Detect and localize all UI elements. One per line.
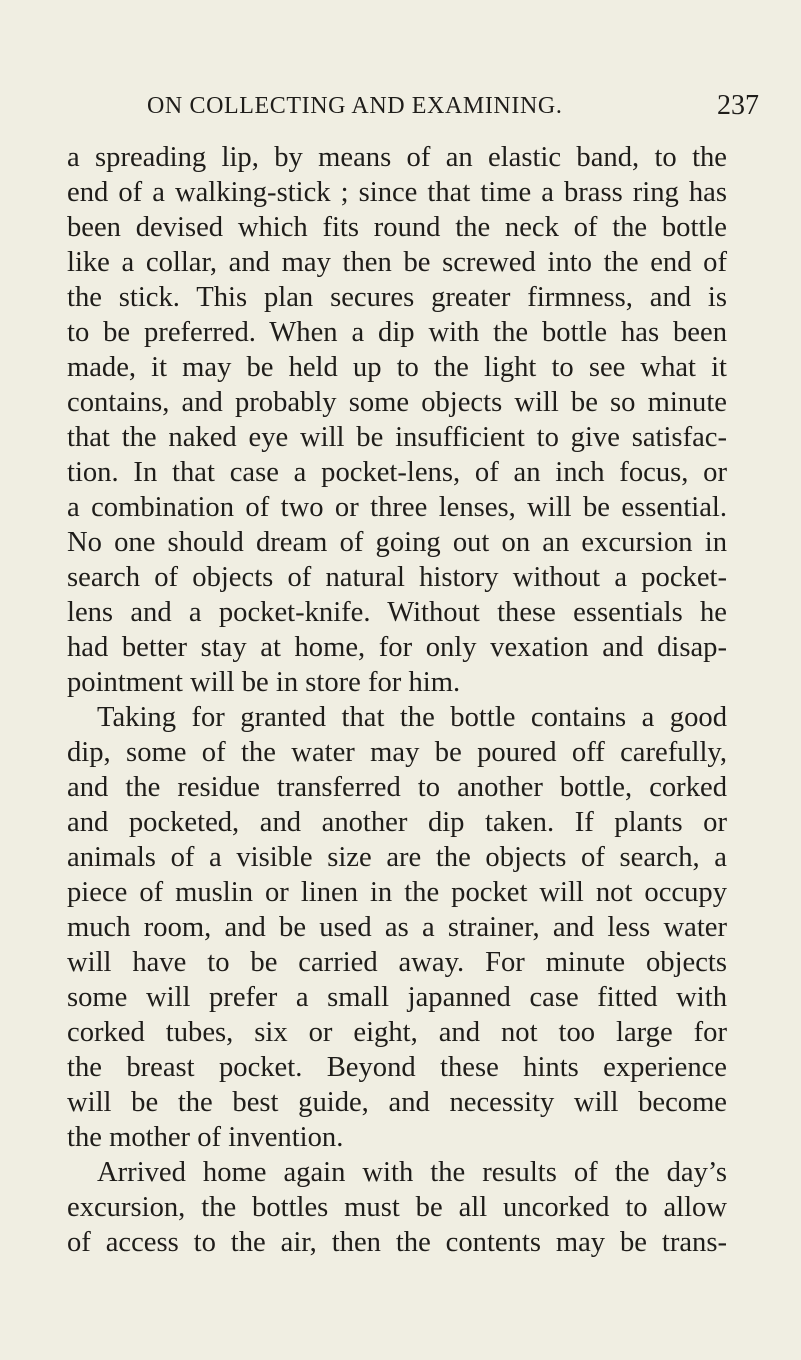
text-line: will have to be carried away. For minute objects — [67, 947, 727, 978]
page-number: 237 — [717, 90, 759, 121]
text-line: the stick. This plan secures greater firmness, and is — [67, 282, 727, 313]
running-header — [0, 86, 801, 126]
text-line: a spreading lip, by means of an elastic band, to the — [67, 142, 727, 173]
text-line: to be preferred. When a dip with the bottle has been — [67, 317, 727, 348]
text-line: excursion, the bottles must be all uncorked to allow — [67, 1192, 727, 1223]
text-line: Taking for granted that the bottle contains a good — [97, 702, 727, 733]
text-line: end of a walking-stick ; since that time a brass ring has — [67, 177, 727, 208]
running-title: ON COLLECTING AND EXAMINING. — [147, 93, 563, 119]
body-text — [67, 140, 727, 1260]
text-line: a combination of two or three lenses, will be essential. — [67, 492, 727, 523]
text-line: like a collar, and may then be screwed into the end of — [67, 247, 727, 278]
text-line: search of objects of natural history without a pocket- — [67, 562, 727, 593]
text-line: the breast pocket. Beyond these hints experience — [67, 1052, 727, 1083]
text-line: tion. In that case a pocket-lens, of an inch focus, or — [67, 457, 727, 488]
text-line: piece of muslin or linen in the pocket will not occupy — [67, 877, 727, 908]
text-line: been devised which fits round the neck of the bottle — [67, 212, 727, 243]
text-line: dip, some of the water may be poured off carefully, — [67, 737, 727, 768]
text-line: the mother of invention. — [67, 1122, 344, 1153]
text-line: corked tubes, six or eight, and not too large for — [67, 1017, 727, 1048]
text-line: that the naked eye will be insufficient to give satisfac- — [67, 422, 727, 453]
text-line: made, it may be held up to the light to see what it — [67, 352, 727, 383]
text-line: No one should dream of going out on an excursion in — [67, 527, 727, 558]
text-line: and pocketed, and another dip taken. If plants or — [67, 807, 727, 838]
text-line: lens and a pocket-knife. Without these essentials he — [67, 597, 727, 628]
text-line: had better stay at home, for only vexation and disap- — [67, 632, 727, 663]
text-line: some will prefer a small japanned case fitted with — [67, 982, 727, 1013]
text-line: much room, and be used as a strainer, and less water — [67, 912, 727, 943]
text-line: and the residue transferred to another bottle, corked — [67, 772, 727, 803]
text-line: of access to the air, then the contents may be trans- — [67, 1227, 727, 1258]
text-line: will be the best guide, and necessity will become — [67, 1087, 727, 1118]
text-line: pointment will be in store for him. — [67, 667, 461, 698]
text-line: Arrived home again with the results of the day’s — [97, 1157, 727, 1188]
text-line: contains, and probably some objects will be so minute — [67, 387, 727, 418]
text-line: animals of a visible size are the objects of search, a — [67, 842, 727, 873]
